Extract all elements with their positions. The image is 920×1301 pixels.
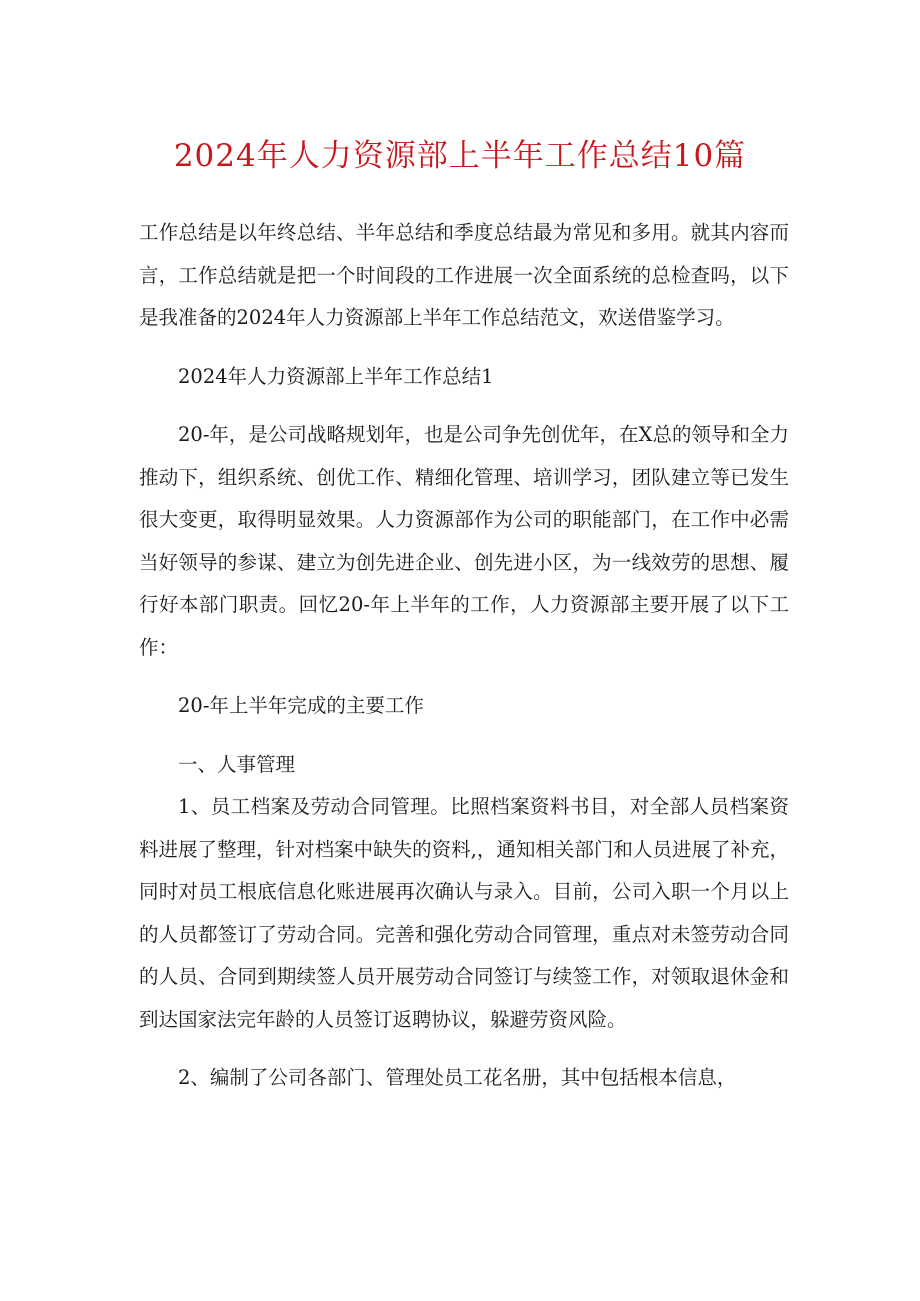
list-item: 2、编制了公司各部门、管理处员工花名册，其中包括根本信息，	[178, 1066, 737, 1089]
section-heading: 2024年人力资源部上半年工作总结1	[178, 364, 494, 388]
list-item: 1、员工档案及劳动合同管理。比照档案资料书目，对全部人员档案资料进展了整理，针对档案中缺失的资料,，通知相关部门和人员进展了补充，同时对员工根底信息化账进展再次确认与录入。目前，公司入职一个月以上的人员都签订了劳动合同。完善和强化劳动合同管理，重点对未签劳动合同的人员、合同到期续签人员开展劳动合同签订与续签工作，对领取退休金和到达国家法完年龄的人员签订返聘协议，躲避劳资风险。	[139, 795, 789, 1031]
body-paragraph: 20-年，是公司战略规划年，也是公司争先创优年，在X总的领导和全力推动下，组织系统、创优工作、精细化管理、培训学习，团队建立等已发生很大变更，取得明显效果。人力资源部作为公司的职能部门，在工作中必需当好领导的参谋、建立为创先进企业、创先进小区，为一线效劳的思想、履行好本部门职责。回忆20-年上半年的工作，人力资源部主要开展了以下工作：	[139, 423, 789, 659]
intro-paragraph: 工作总结是以年终总结、半年总结和季度总结最为常见和多用。就其内容而言，工作总结就是把一个时间段的工作进展一次全面系统的总检查吗，以下是我准备的2024年人力资源部上半年工作总结范文，欢送借鉴学习。	[139, 221, 789, 329]
document-title: 2024年人力资源部上半年工作总结10篇	[173, 138, 747, 174]
document-body	[139, 212, 789, 1100]
section-heading-personnel: 一、人事管理	[178, 752, 296, 776]
subsection-heading: 20-年上半年完成的主要工作	[178, 694, 424, 717]
